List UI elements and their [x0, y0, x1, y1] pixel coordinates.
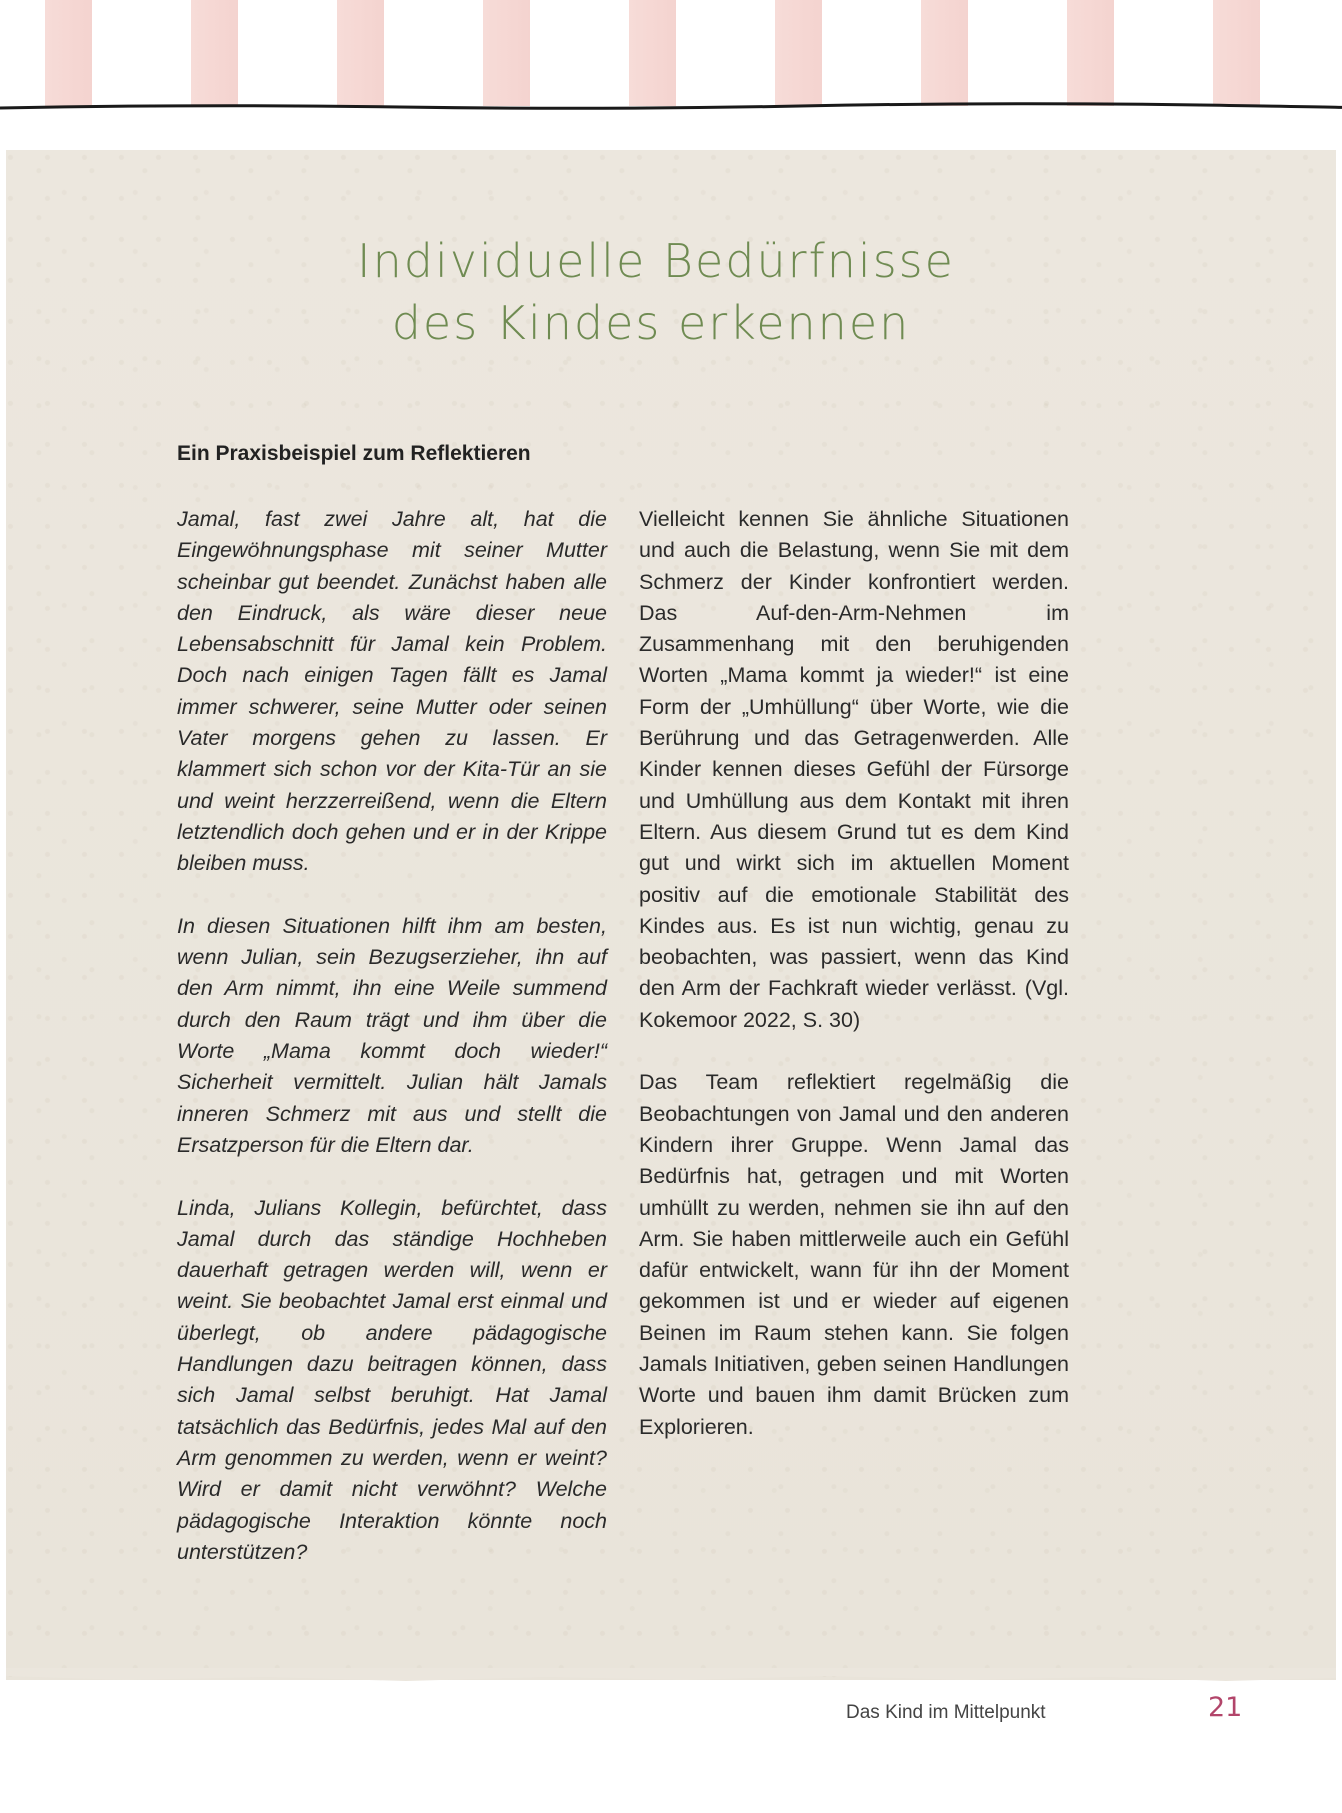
- title-line-2: des Kindes erkennen: [391, 296, 911, 350]
- page-title: [0, 230, 1342, 354]
- decorative-stripes: [0, 0, 1342, 106]
- page-number: 21: [1208, 1692, 1243, 1723]
- section-subheading: Ein Praxisbeispiel zum Reflektieren: [177, 442, 531, 465]
- paragraph: Vielleicht kennen Sie ähnliche Situationen und auch die Belastung, wenn Sie mit dem Schmerz der Kinder konfrontiert werden. Das Auf-den-Arm-Nehmen im Zusammenhang mit den beruhigenden Worten „Mama kommt ja wieder!“ ist eine Form der „Umhüllung“ über Worte, wie die Berührung und das Getragenwerden. Alle Kinder kennen dieses Gefühl der Fürsorge und Umhüllung aus dem Kontakt mit ihren Eltern. Aus diesem Grund tut es dem Kind gut und wirkt sich im aktuellen Moment positiv auf die emotionale Stabilität des Kindes aus. Es ist nun wichtig, genau zu beobachten, was passiert, wenn das Kind den Arm der Fachkraft wieder verlässt. (Vgl. Kokemoor 2022, S. 30): [639, 507, 1069, 1032]
- paragraph: Jamal, fast zwei Jahre alt, hat die Eingewöhnungsphase mit seiner Mutter scheinbar gut beendet. Zunächst haben alle den Eindruck, als wäre dieser neue Lebensabschnitt für Jamal kein Problem. Doch nach einigen Tagen fällt es Jamal immer schwerer, seine Mutter oder seinen Vater morgens gehen zu lassen. Er klammert sich schon vor der Kita-Tür an sie und weint herzzerreißend, wenn die Eltern letztendlich doch gehen und er in der Krippe bleiben muss.: [177, 507, 607, 876]
- paragraph: In diesen Situationen hilft ihm am besten, wenn Julian, sein Bezugserzieher, ihn auf den Arm nimmt, ihn eine Weile summend durch den Raum trägt und ihm über die Worte „Mama kommt doch wieder!“ Sicherheit vermittelt. Julian hält Jamals inneren Schmerz mit aus und stellt die Ersatzperson für die Eltern dar.: [177, 913, 607, 1157]
- footer-section-title: Das Kind im Mittelpunkt: [846, 1702, 1046, 1723]
- right-column: [639, 504, 1069, 1474]
- stripe-border-line: [0, 96, 1342, 126]
- paragraph: Das Team reflektiert regelmäßig die Beobachtungen von Jamal und den anderen Kindern ihrer Gruppe. Wenn Jamal das Bedürfnis hat, getragen und mit Worten umhüllt zu werden, nehmen sie ihn auf den Arm. Sie haben mittlerweile auch ein Gefühl dafür entwickelt, wann für ihn der Moment gekommen ist und er wieder auf eigenen Beinen im Raum stehen kann. Sie folgen Jamals Initiativen, geben seinen Handlungen Worte und bauen ihm damit Brücken zum Explorieren.: [639, 1070, 1069, 1439]
- paper-edge-bottom: [6, 1668, 1336, 1692]
- left-column: [177, 504, 607, 1599]
- title-line-1: Individuelle Bedürfnisse: [357, 234, 955, 288]
- paragraph: Linda, Julians Kollegin, befürchtet, dass Jamal durch das ständige Hochheben dauerhaft getragen werden will, wenn er weint. Sie beobachtet Jamal erst einmal und überlegt, ob andere pädagogische Handlungen dazu beitragen können, dass sich Jamal selbst beruhigt. Hat Jamal tatsächlich das Bedürfnis, jedes Mal auf den Arm genommen zu werden, wenn er weint? Wird er damit nicht verwöhnt? Welche pädagogische Interaktion könnte noch unterstützen?: [177, 1195, 607, 1564]
